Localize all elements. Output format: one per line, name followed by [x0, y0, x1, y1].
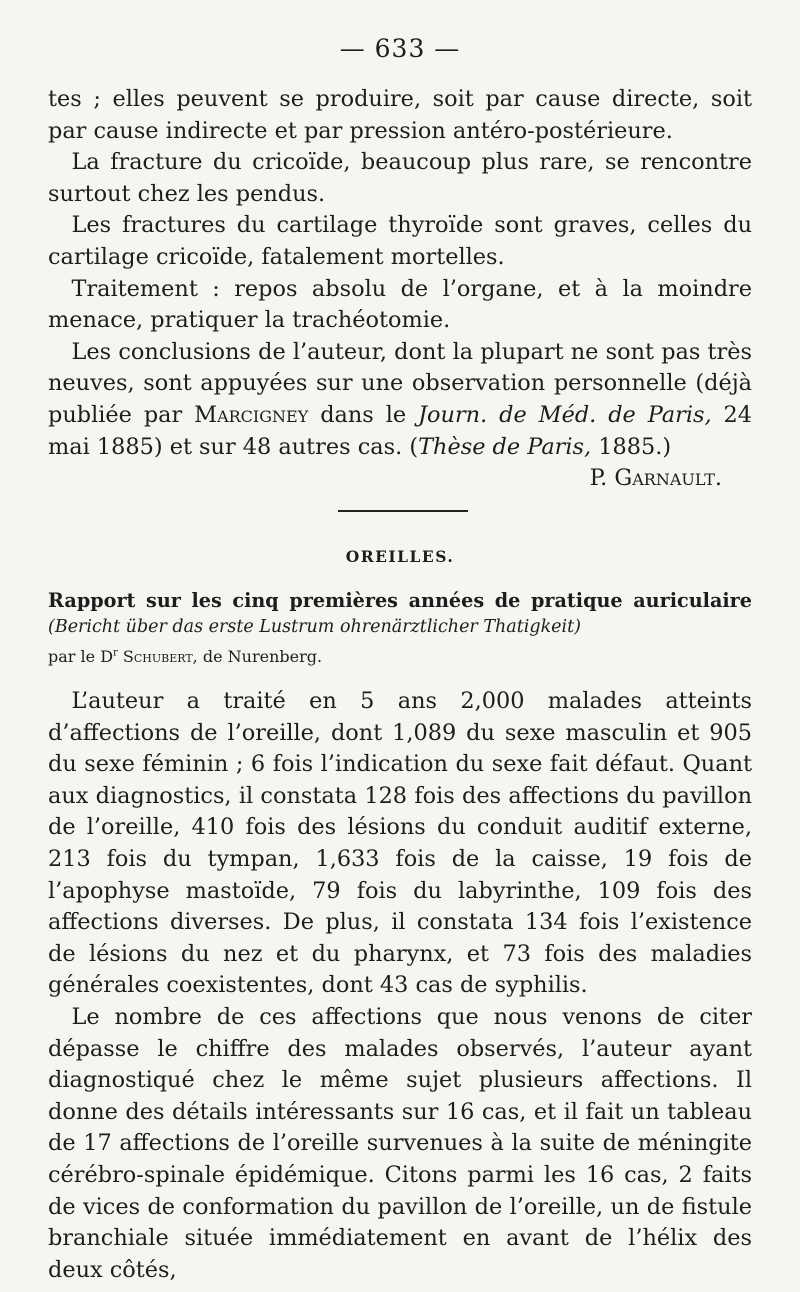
- paragraph-conclusions: [48, 337, 752, 463]
- article-byline: [48, 647, 322, 666]
- article-heading: [48, 588, 752, 670]
- paragraph-treatment: Traitement : repos absolu de l’organe, et à la moindre menace, pratiquer la trachéotomie.: [48, 275, 752, 334]
- page-number: — 633 —: [339, 34, 461, 63]
- paragraph-cricoid: La fracture du cricoïde, beaucoup plus rare, se rencontre surtout chez les pendus.: [48, 149, 752, 207]
- signature: P. Garnault.: [589, 465, 722, 492]
- top-text: [48, 84, 752, 495]
- author-ref: Marcigney: [194, 401, 309, 428]
- byline-suffix: , de Nurenberg.: [192, 647, 323, 667]
- section-heading: OREILLES.: [345, 547, 455, 566]
- byline-prefix: par le D: [48, 647, 114, 667]
- section-divider: [338, 510, 468, 512]
- thesis-ref: Thèse de Paris,: [418, 433, 592, 460]
- byline-sup: r: [113, 647, 118, 659]
- book-page: [48, 0, 752, 1292]
- paragraph-continuation: tes ; elles peuvent se produire, soit par cause directe, soit par cause indirecte et par pression antéro-postérieure.: [48, 86, 752, 144]
- article-title: Rapport sur les cinq premières années de pratique auriculaire: [48, 589, 752, 612]
- paragraph-fractures: Les fractures du cartilage thyroïde sont graves, celles du cartilage cricoïde, fatalement mortelles.: [48, 212, 752, 270]
- journal-ref: Journ. de Méd. de Paris,: [418, 401, 712, 428]
- conclusion-text-4: 1885.): [591, 433, 672, 460]
- paragraph-details: Le nombre de ces affections que nous venons de citer dépasse le chiffre des malades observés, l’auteur ayant diagnostiqué chez le même sujet plusieurs affections. Il donne des détails intéressants sur 16 cas, et il fait un tableau de 17 affections de l’oreille survenues à la suite de méningite cérébro-spinale épidémique. Citons parmi les 16 cas, 2 faits de vices de conformation du pavillon de l’oreille, un de fistule branchiale située immédiatement en avant de l’hélix des deux côtés,: [48, 1003, 752, 1283]
- conclusion-text-3: 24 mai 1885) et sur 48 autres cas. (: [48, 401, 753, 460]
- conclusion-text-2: dans le: [308, 401, 419, 428]
- article-body: [48, 686, 752, 1286]
- article-original-title: (Bericht über das erste Lustrum ohrenärztlicher Thatigkeit): [48, 617, 581, 638]
- conclusion-text: Les conclusions de l’auteur, dont la plupart ne sont pas très neuves, sont appuyées sur une observation personnelle (déjà publiée par: [48, 338, 752, 428]
- paragraph-statistics: L’auteur a traité en 5 ans 2,000 malades atteints d’affections de l’oreille, dont 1,089 du sexe masculin et 905 du sexe féminin ; 6 fois l’indication du sexe fait défaut. Quant aux diagnostics, il constata 128 fois des affections du pavillon de l’oreille, 410 fois des lésions du conduit auditif externe, 213 fois du tympan, 1,633 fois de la caisse, 19 fois de l’apophyse mastoïde, 79 fois du labyrinthe, 109 fois des affections diverses. De plus, il constata 134 fois l’existence de lésions du nez et du pharynx, et 73 fois des maladies générales coexistentes, dont 43 cas de syphilis.: [48, 688, 752, 999]
- byline-author: Schubert: [122, 647, 193, 667]
